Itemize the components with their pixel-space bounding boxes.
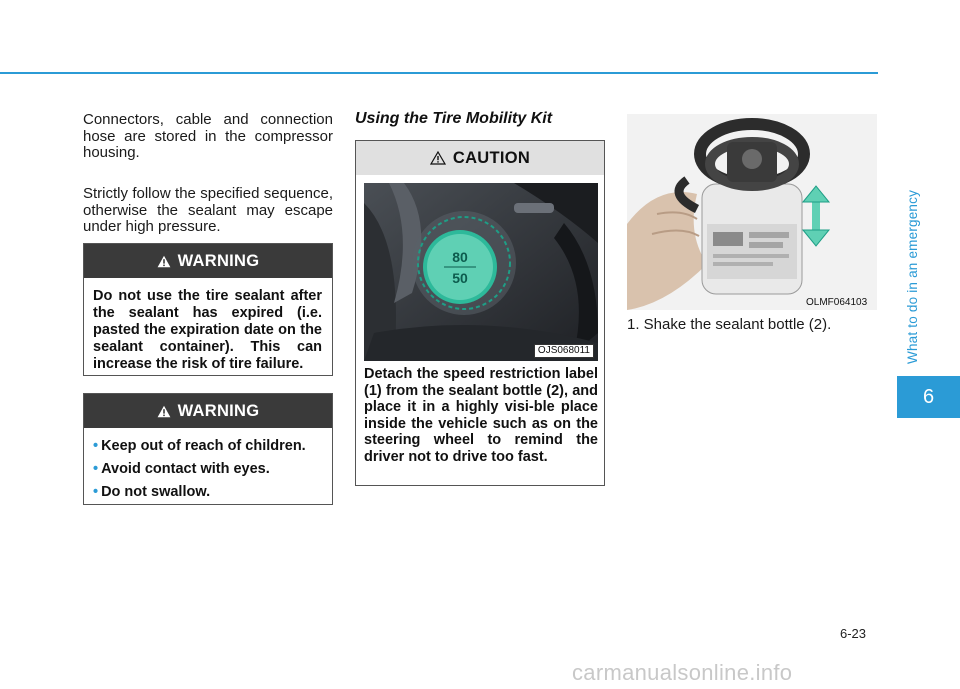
sealant-bottle-photo <box>627 114 877 310</box>
speed-label-photo <box>364 183 598 361</box>
warning-box-safety <box>83 393 333 505</box>
dashboard-illustration <box>364 183 598 361</box>
caution-triangle-icon <box>430 151 446 165</box>
header-rule <box>0 72 878 74</box>
warning-box-expiration <box>83 243 333 376</box>
chapter-number-badge: 6 <box>897 376 960 418</box>
caution-header <box>356 141 604 175</box>
warning-title: WARNING <box>177 401 260 420</box>
watermark[interactable]: carmanualsonline.info <box>572 660 793 685</box>
speed-label-value: 50 <box>452 270 468 286</box>
warning-header <box>84 244 332 278</box>
caution-title: CAUTION <box>452 148 531 167</box>
chapter-side-tab[interactable]: What to do in an emergency 6 <box>897 0 960 689</box>
caution-text: Detach the speed restriction label (1) from the sealant bottle (2), and place it in a highly visi-ble place inside the vehicle such as on the steering wheel to remind the driver not to drive too fast. <box>364 366 598 465</box>
page-number: 6-23 <box>840 626 867 641</box>
section-title: Using the Tire Mobility Kit <box>355 110 553 127</box>
list-item: • Avoid contact with eyes. <box>93 461 270 477</box>
warning-triangle-icon <box>157 405 171 418</box>
step-1-text: 1. Shake the sealant bottle (2). <box>627 316 832 333</box>
warning-text: Do not use the tire sealant after the sealant has expired (i.e. pasted the expiration date on the sealant container). This can increase the risk of tire failure. <box>93 288 322 372</box>
warning-triangle-icon <box>157 255 171 268</box>
photo-code: OLMF064103 <box>806 297 868 308</box>
speed-label-value: 80 <box>452 249 468 265</box>
caution-box <box>355 140 605 486</box>
list-item: • Do not swallow. <box>93 484 211 500</box>
warning-title: WARNING <box>177 251 260 270</box>
list-item: • Keep out of reach of children. <box>93 438 306 454</box>
warning-header <box>84 394 332 428</box>
photo-code: OJS068011 <box>534 344 594 358</box>
sequence-paragraph: Strictly follow the specified sequence, otherwise the sealant may escape under high pressure. <box>83 185 333 235</box>
shake-bottle-illustration <box>627 114 877 310</box>
warning-bullet-list <box>84 428 332 501</box>
intro-paragraph: Connectors, cable and connection hose are stored in the compressor housing. <box>83 111 333 161</box>
